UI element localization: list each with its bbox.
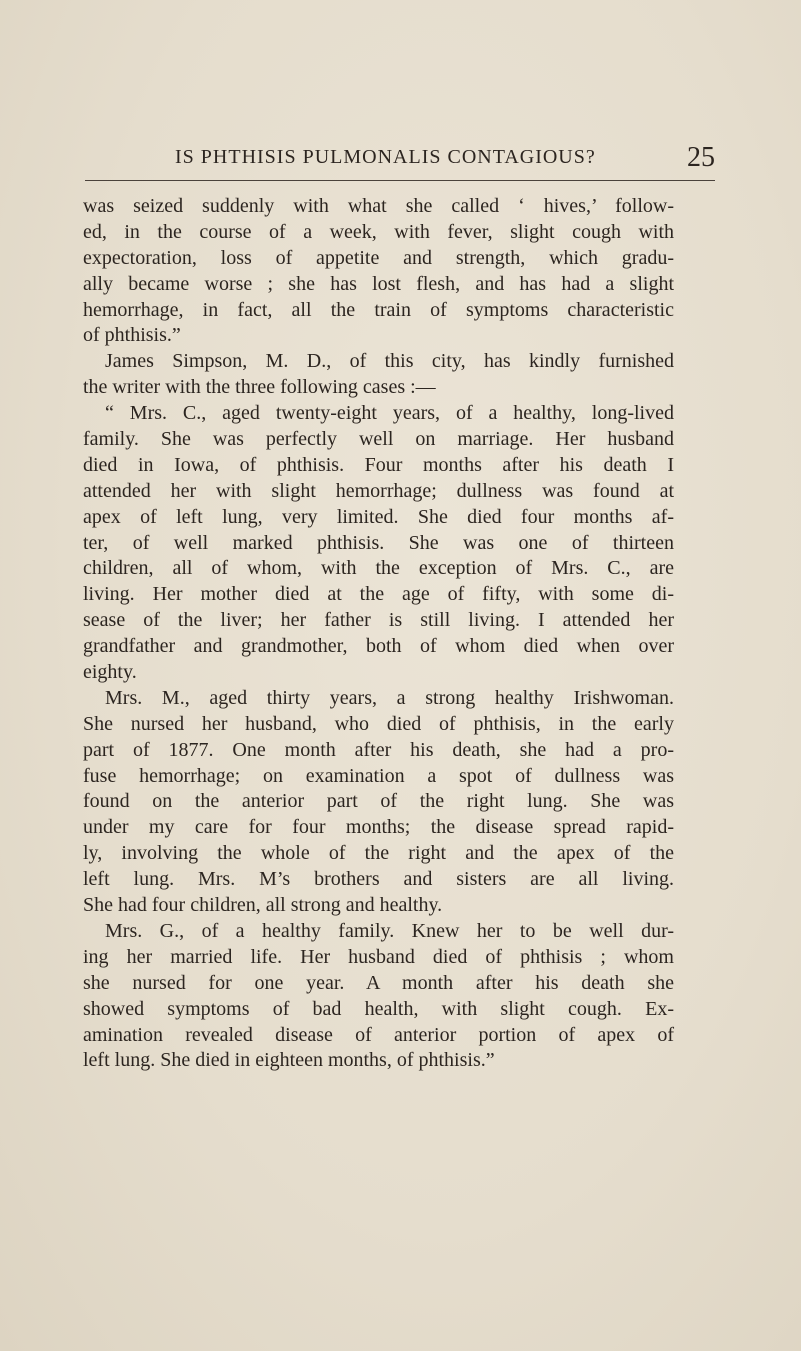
text-line: She nursed her husband, who died of phthisis, in the early [83,712,674,735]
text-line: under my care for four months; the disease spread rapid- [83,816,674,839]
text-line: apex of left lung, very limited. She died four months af- [83,505,674,528]
text-line: ally became worse ; she has lost flesh, and has had a slight [83,272,674,295]
text-line: family. She was perfectly well on marriage. Her husband [83,428,674,451]
header-rule [85,180,715,181]
text-line: Mrs. M., aged thirty years, a strong healthy Irishwoman. [105,686,674,709]
text-line: Mrs. G., of a healthy family. Knew her to be well dur- [105,919,674,942]
text-line: amination revealed disease of anterior portion of apex of [83,1023,674,1046]
text-line: living. Her mother died at the age of fifty, with some di- [83,583,674,606]
text-line: ly, involving the whole of the right and the apex of the [83,842,674,865]
text-line: showed symptoms of bad health, with slight cough. Ex- [83,997,674,1020]
text-line: ed, in the course of a week, with fever, slight cough with [83,220,674,243]
text-line: left lung. She died in eighteen months, of phthisis.” [83,1049,495,1072]
text-line: expectoration, loss of appetite and strength, which gradu- [83,246,674,269]
text-line: sease of the liver; her father is still living. I attended her [83,609,674,632]
text-line: “ Mrs. C., aged twenty-eight years, of a healthy, long-lived [105,402,674,425]
text-line: hemorrhage, in fact, all the train of symptoms characteristic [83,298,674,321]
text-line: she nursed for one year. A month after his death she [83,971,674,994]
page-number: 25 [687,142,715,173]
body-text [83,194,674,1074]
text-line: ing her married life. Her husband died of phthisis ; whom [83,945,674,968]
running-title: IS PHTHISIS PULMONALIS CONTAGIOUS? [175,146,596,168]
running-head [85,140,715,174]
text-line: She had four children, all strong and healthy. [83,894,443,917]
text-line: children, all of whom, with the exception of Mrs. C., are [83,557,674,580]
text-line: was seized suddenly with what she called ‘ hives,’ follow- [83,195,674,217]
text-line: fuse hemorrhage; on examination a spot of dullness was [83,764,674,787]
text-line: the writer with the three following cases :— [83,376,436,399]
text-line: of phthisis.” [83,324,181,347]
text-line: attended her with slight hemorrhage; dullness was found at [83,479,674,502]
text-line: died in Iowa, of phthisis. Four months after his death I [83,453,674,476]
text-line: left lung. Mrs. M’s brothers and sisters are all living. [83,868,674,891]
text-line: eighty. [83,661,137,684]
text-line: grandfather and grandmother, both of whom died when over [83,635,674,658]
text-line: part of 1877. One month after his death, she had a pro- [83,738,674,761]
text-line: found on the anterior part of the right lung. She was [83,790,674,813]
text-line: James Simpson, M. D., of this city, has kindly furnished [105,350,674,373]
text-line: ter, of well marked phthisis. She was one of thirteen [83,531,674,554]
